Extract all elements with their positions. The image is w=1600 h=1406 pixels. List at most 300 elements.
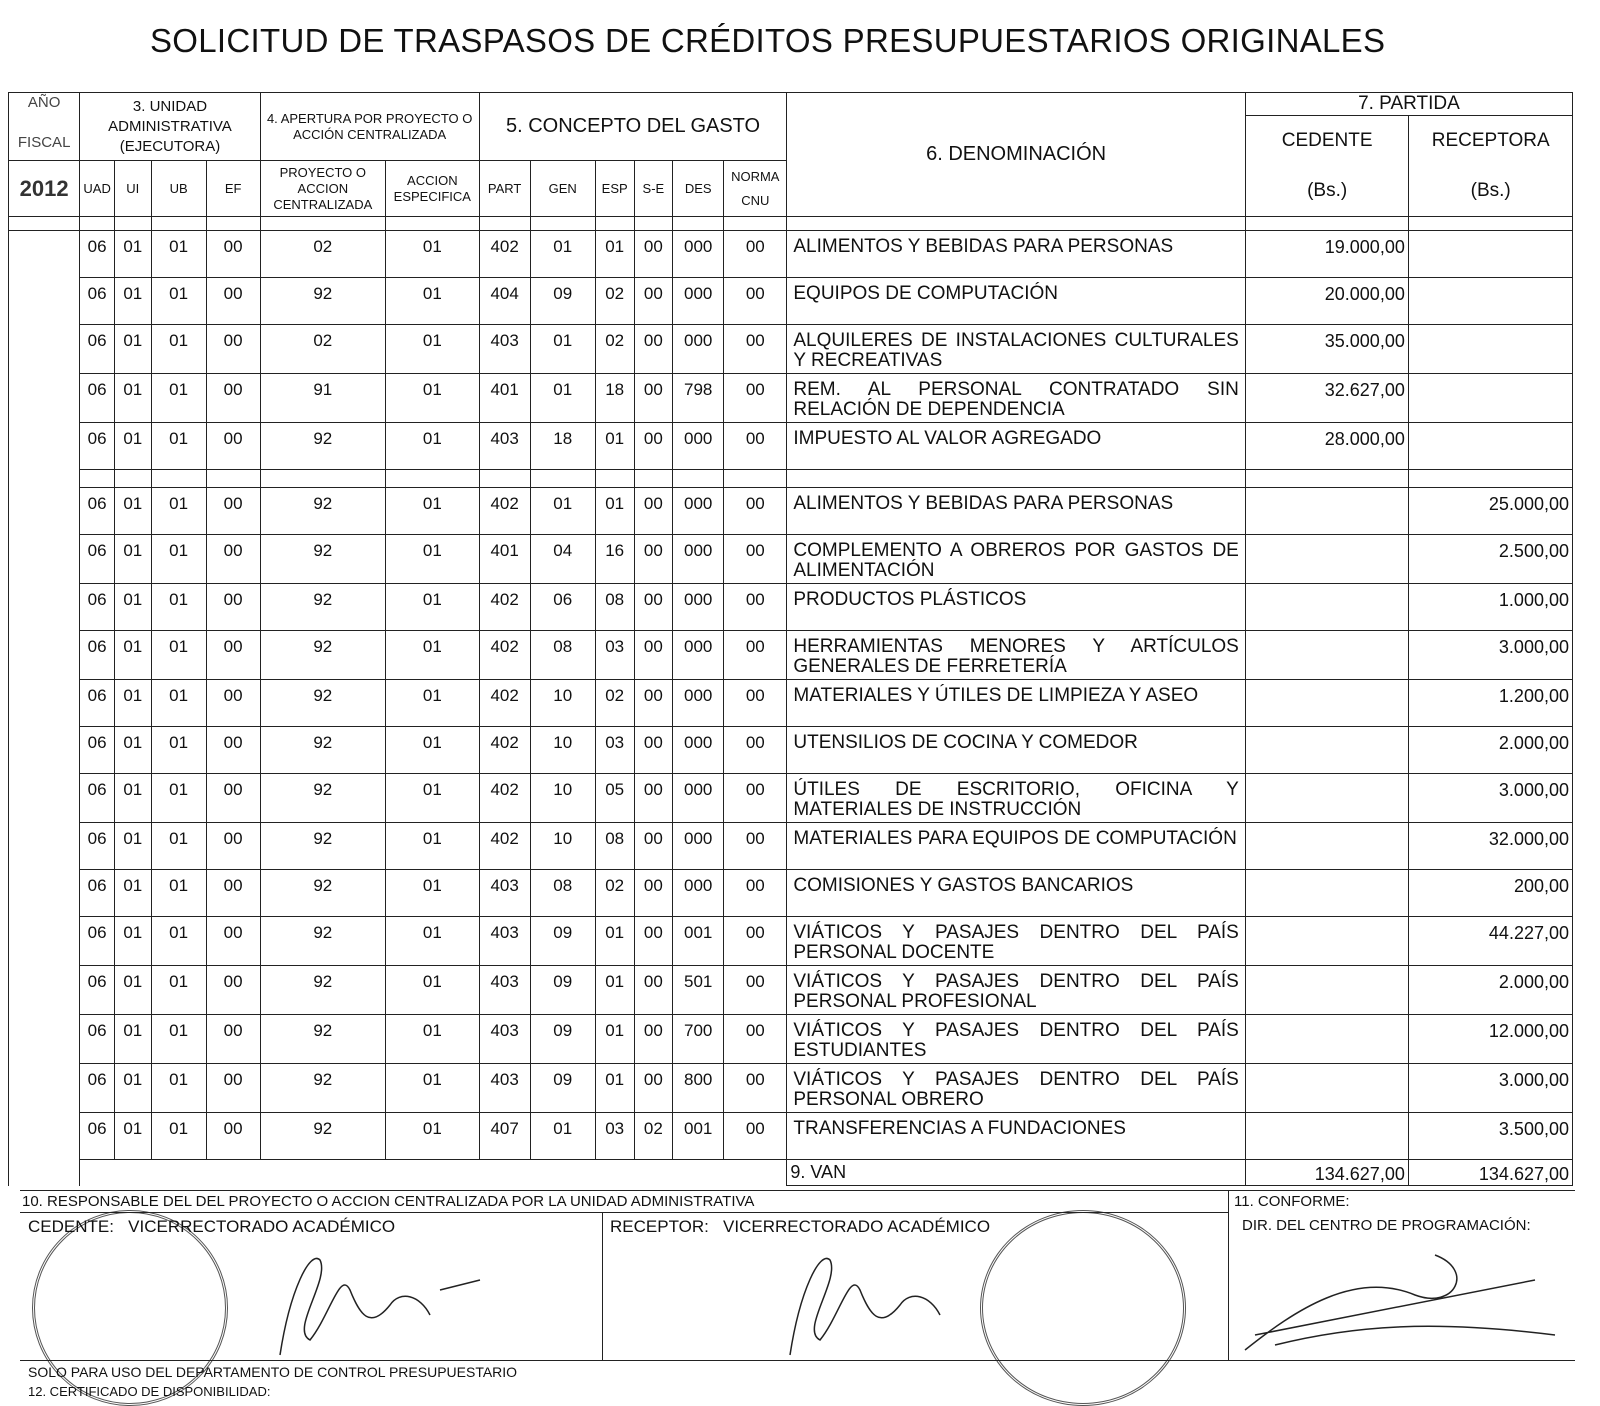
cell-des: 798	[673, 374, 724, 423]
cell-part: 403	[479, 423, 530, 470]
cell-ef: 00	[206, 278, 260, 325]
cell-part: 402	[479, 727, 530, 774]
cell-proyecto: 92	[260, 774, 385, 823]
cell-cedente	[1245, 1113, 1408, 1160]
col-ef: EF	[206, 161, 260, 217]
table-row	[9, 870, 1573, 917]
cell-part: 403	[479, 966, 530, 1015]
table-row	[9, 680, 1573, 727]
cell-accion: 01	[385, 231, 479, 278]
cell-accion: 01	[385, 423, 479, 470]
certificado-label: 12. CERTIFICADO DE DISPONIBILIDAD:	[28, 1384, 271, 1399]
cell-ui: 01	[114, 680, 151, 727]
cell-norma: 00	[724, 870, 787, 917]
cell-uad: 06	[80, 584, 115, 631]
cell-part: 402	[479, 774, 530, 823]
col-des: DES	[673, 161, 724, 217]
cell-ui: 01	[114, 584, 151, 631]
cell-gen: 01	[530, 1113, 595, 1160]
col-esp: ESP	[595, 161, 634, 217]
cell-uad: 06	[80, 231, 115, 278]
cell-des: 000	[673, 680, 724, 727]
cell-gen: 06	[530, 584, 595, 631]
cell-uad: 06	[80, 1015, 115, 1064]
cell-ui: 01	[114, 1113, 151, 1160]
cell-denominacion: ÚTILES DE ESCRITORIO, OFICINA Y MATERIALES DE INSTRUCCIÓN	[787, 774, 1245, 823]
col-gen: GEN	[530, 161, 595, 217]
cell-norma: 00	[724, 823, 787, 870]
cell-uad: 06	[80, 374, 115, 423]
cell-des: 000	[673, 423, 724, 470]
cell-des: 800	[673, 1064, 724, 1113]
table-row	[9, 1113, 1573, 1160]
cell-se: 00	[634, 584, 673, 631]
cell-gen: 01	[530, 231, 595, 278]
table-row	[9, 278, 1573, 325]
cell-accion: 01	[385, 870, 479, 917]
cell-receptora: 3.500,00	[1408, 1113, 1572, 1160]
table-row	[9, 917, 1573, 966]
cell-receptora	[1408, 278, 1572, 325]
cell-cedente	[1245, 680, 1408, 727]
cell-gen: 10	[530, 680, 595, 727]
cell-norma: 00	[724, 325, 787, 374]
cell-esp: 01	[595, 488, 634, 535]
cell-gen: 01	[530, 325, 595, 374]
cell-accion: 01	[385, 488, 479, 535]
table-row	[9, 966, 1573, 1015]
cell-norma: 00	[724, 278, 787, 325]
cell-ub: 01	[151, 823, 206, 870]
cell-cedente: 35.000,00	[1245, 325, 1408, 374]
cell-gen: 09	[530, 966, 595, 1015]
cell-part: 401	[479, 535, 530, 584]
cell-denominacion: COMPLEMENTO A OBREROS POR GASTOS DE ALIMENTACIÓN	[787, 535, 1245, 584]
cell-receptora: 12.000,00	[1408, 1015, 1572, 1064]
cell-uad: 06	[80, 966, 115, 1015]
cell-cedente	[1245, 584, 1408, 631]
receptora-header: RECEPTORA (Bs.)	[1431, 130, 1550, 201]
cell-ui: 01	[114, 1015, 151, 1064]
cell-des: 700	[673, 1015, 724, 1064]
cell-denominacion: PRODUCTOS PLÁSTICOS	[787, 584, 1245, 631]
cell-gen: 01	[530, 488, 595, 535]
cell-accion: 01	[385, 325, 479, 374]
cell-uad: 06	[80, 1113, 115, 1160]
cell-proyecto: 92	[260, 917, 385, 966]
table-row	[9, 325, 1573, 374]
cell-cedente	[1245, 727, 1408, 774]
cell-part: 407	[479, 1113, 530, 1160]
cell-se: 02	[634, 1113, 673, 1160]
cell-ef: 00	[206, 870, 260, 917]
receptor-label: RECEPTOR: VICERRECTORADO ACADÉMICO	[610, 1217, 991, 1236]
cell-norma: 00	[724, 535, 787, 584]
cell-se: 00	[634, 823, 673, 870]
cell-gen: 09	[530, 1064, 595, 1113]
cell-cedente	[1245, 1064, 1408, 1113]
cell-esp: 03	[595, 631, 634, 680]
cell-gen: 09	[530, 1015, 595, 1064]
cell-accion: 01	[385, 917, 479, 966]
cell-ef: 00	[206, 231, 260, 278]
cell-des: 000	[673, 231, 724, 278]
cell-proyecto: 92	[260, 535, 385, 584]
cell-ub: 01	[151, 1113, 206, 1160]
cell-esp: 08	[595, 823, 634, 870]
cell-part: 402	[479, 631, 530, 680]
col-part: PART	[479, 161, 530, 217]
cell-receptora: 2.500,00	[1408, 535, 1572, 584]
cell-ub: 01	[151, 727, 206, 774]
cell-norma: 00	[724, 1064, 787, 1113]
cell-part: 404	[479, 278, 530, 325]
cell-receptora: 32.000,00	[1408, 823, 1572, 870]
cell-part: 403	[479, 917, 530, 966]
cell-des: 000	[673, 823, 724, 870]
cell-des: 000	[673, 278, 724, 325]
cell-ui: 01	[114, 231, 151, 278]
control-presupuestario-label: SOLO PARA USO DEL DEPARTAMENTO DE CONTROL PRESUPUESTARIO	[28, 1364, 518, 1380]
cell-gen: 08	[530, 631, 595, 680]
table-row	[9, 1015, 1573, 1064]
cell-des: 000	[673, 325, 724, 374]
cell-esp: 02	[595, 870, 634, 917]
cell-ef: 00	[206, 488, 260, 535]
cell-proyecto: 92	[260, 823, 385, 870]
cell-proyecto: 92	[260, 1015, 385, 1064]
cell-esp: 01	[595, 1015, 634, 1064]
cell-ub: 01	[151, 631, 206, 680]
cell-cedente	[1245, 488, 1408, 535]
cell-proyecto: 92	[260, 1113, 385, 1160]
cell-receptora	[1408, 231, 1572, 278]
cell-gen: 18	[530, 423, 595, 470]
conforme-label: 11. CONFORME:	[1234, 1193, 1350, 1210]
cell-se: 00	[634, 278, 673, 325]
cell-denominacion: EQUIPOS DE COMPUTACIÓN	[787, 278, 1245, 325]
cell-norma: 00	[724, 631, 787, 680]
cell-gen: 10	[530, 774, 595, 823]
cell-denominacion: UTENSILIOS DE COCINA Y COMEDOR	[787, 727, 1245, 774]
cell-ub: 01	[151, 488, 206, 535]
table-row	[9, 231, 1573, 278]
cell-ub: 01	[151, 278, 206, 325]
cell-proyecto: 92	[260, 680, 385, 727]
cell-denominacion: VIÁTICOS Y PASAJES DENTRO DEL PAÍS PERSONAL DOCENTE	[787, 917, 1245, 966]
cell-proyecto: 92	[260, 278, 385, 325]
cell-des: 001	[673, 917, 724, 966]
cell-cedente: 20.000,00	[1245, 278, 1408, 325]
cell-ef: 00	[206, 1015, 260, 1064]
cell-ui: 01	[114, 823, 151, 870]
van-label: 9. VAN	[787, 1160, 1245, 1186]
cell-accion: 01	[385, 584, 479, 631]
cell-accion: 01	[385, 966, 479, 1015]
cell-uad: 06	[80, 823, 115, 870]
col-accion: ACCION ESPECIFICA	[385, 161, 479, 217]
cedente-header: CEDENTE (Bs.)	[1246, 116, 1410, 216]
signature-section	[20, 1190, 1575, 1402]
cell-accion: 01	[385, 1015, 479, 1064]
cell-esp: 08	[595, 584, 634, 631]
cell-ub: 01	[151, 535, 206, 584]
cell-ui: 01	[114, 278, 151, 325]
cell-des: 000	[673, 774, 724, 823]
cell-accion: 01	[385, 680, 479, 727]
cell-gen: 09	[530, 278, 595, 325]
cell-des: 000	[673, 488, 724, 535]
cell-uad: 06	[80, 325, 115, 374]
table-row	[9, 631, 1573, 680]
cell-des: 000	[673, 631, 724, 680]
cell-ub: 01	[151, 231, 206, 278]
cell-gen: 10	[530, 823, 595, 870]
cell-accion: 01	[385, 823, 479, 870]
cell-esp: 05	[595, 774, 634, 823]
cell-ub: 01	[151, 1015, 206, 1064]
cell-norma: 00	[724, 374, 787, 423]
cell-uad: 06	[80, 870, 115, 917]
cell-accion: 01	[385, 774, 479, 823]
cell-ui: 01	[114, 870, 151, 917]
university-seal-center	[980, 1210, 1186, 1406]
cell-part: 402	[479, 584, 530, 631]
cell-denominacion: HERRAMIENTAS MENORES Y ARTÍCULOS GENERALES DE FERRETERÍA	[787, 631, 1245, 680]
cell-se: 00	[634, 727, 673, 774]
cell-norma: 00	[724, 680, 787, 727]
cell-ef: 00	[206, 631, 260, 680]
cell-part: 403	[479, 325, 530, 374]
cell-proyecto: 92	[260, 488, 385, 535]
table-row	[9, 423, 1573, 470]
cell-des: 000	[673, 727, 724, 774]
cell-se: 00	[634, 535, 673, 584]
cell-denominacion: VIÁTICOS Y PASAJES DENTRO DEL PAÍS ESTUDIANTES	[787, 1015, 1245, 1064]
col-ui: UI	[114, 161, 151, 217]
cell-proyecto: 92	[260, 423, 385, 470]
cell-ui: 01	[114, 727, 151, 774]
table-row	[9, 823, 1573, 870]
cell-proyecto: 91	[260, 374, 385, 423]
cell-ub: 01	[151, 774, 206, 823]
cell-ef: 00	[206, 917, 260, 966]
cell-des: 001	[673, 1113, 724, 1160]
denominacion-header: 6. DENOMINACIÓN	[787, 93, 1245, 217]
cell-accion: 01	[385, 374, 479, 423]
cell-norma: 00	[724, 1113, 787, 1160]
cell-esp: 16	[595, 535, 634, 584]
cell-ui: 01	[114, 488, 151, 535]
cell-esp: 01	[595, 966, 634, 1015]
partida-header: 7. PARTIDA CEDENTE (Bs.) RECEPTORA (Bs.)	[1245, 93, 1572, 217]
cell-norma: 00	[724, 917, 787, 966]
cell-accion: 01	[385, 631, 479, 680]
cell-se: 00	[634, 774, 673, 823]
cell-norma: 00	[724, 423, 787, 470]
cell-ef: 00	[206, 535, 260, 584]
cell-denominacion: TRANSFERENCIAS A FUNDACIONES	[787, 1113, 1245, 1160]
cedente-label: CEDENTE: VICERRECTORADO ACADÉMICO	[28, 1217, 396, 1236]
cell-ef: 00	[206, 680, 260, 727]
cell-part: 402	[479, 488, 530, 535]
cell-norma: 00	[724, 727, 787, 774]
cell-proyecto: 92	[260, 870, 385, 917]
cell-esp: 02	[595, 325, 634, 374]
cell-part: 402	[479, 231, 530, 278]
cell-receptora: 3.000,00	[1408, 774, 1572, 823]
cell-des: 501	[673, 966, 724, 1015]
cell-se: 00	[634, 870, 673, 917]
cell-cedente	[1245, 1015, 1408, 1064]
page-title: SOLICITUD DE TRASPASOS DE CRÉDITOS PRESUPUESTARIOS ORIGINALES	[150, 22, 1386, 59]
cell-ef: 00	[206, 374, 260, 423]
cell-denominacion: IMPUESTO AL VALOR AGREGADO	[787, 423, 1245, 470]
form-body	[8, 92, 1573, 1402]
signature-cedente	[250, 1240, 490, 1358]
cell-norma: 00	[724, 584, 787, 631]
total-cedente: 134.627,00	[1245, 1160, 1408, 1186]
cell-accion: 01	[385, 727, 479, 774]
cell-se: 00	[634, 374, 673, 423]
transfer-table	[8, 92, 1573, 1186]
cell-receptora: 1.200,00	[1408, 680, 1572, 727]
cell-proyecto: 92	[260, 631, 385, 680]
cell-norma: 00	[724, 1015, 787, 1064]
cell-cedente	[1245, 535, 1408, 584]
cell-uad: 06	[80, 278, 115, 325]
cell-part: 403	[479, 870, 530, 917]
cell-ub: 01	[151, 374, 206, 423]
cell-gen: 08	[530, 870, 595, 917]
cell-denominacion: REM. AL PERSONAL CONTRATADO SIN RELACIÓN DE DEPENDENCIA	[787, 374, 1245, 423]
cell-ef: 00	[206, 325, 260, 374]
cell-denominacion: MATERIALES PARA EQUIPOS DE COMPUTACIÓN	[787, 823, 1245, 870]
anio-fiscal-header: AÑO FISCAL	[9, 93, 80, 161]
cell-ub: 01	[151, 966, 206, 1015]
cell-des: 000	[673, 584, 724, 631]
concepto-header: 5. CONCEPTO DEL GASTO	[479, 93, 787, 161]
cell-ef: 00	[206, 774, 260, 823]
cell-ef: 00	[206, 423, 260, 470]
dir-programacion-label: DIR. DEL CENTRO DE PROGRAMACIÓN:	[1242, 1217, 1531, 1234]
cell-norma: 00	[724, 231, 787, 278]
cell-ef: 00	[206, 584, 260, 631]
table-row	[9, 774, 1573, 823]
col-ub: UB	[151, 161, 206, 217]
col-se: S-E	[634, 161, 673, 217]
cell-ef: 00	[206, 1113, 260, 1160]
cell-gen: 04	[530, 535, 595, 584]
cell-esp: 18	[595, 374, 634, 423]
cell-part: 402	[479, 680, 530, 727]
cell-uad: 06	[80, 774, 115, 823]
cell-esp: 01	[595, 423, 634, 470]
cell-esp: 01	[595, 231, 634, 278]
cell-accion: 01	[385, 1064, 479, 1113]
cell-receptora: 3.000,00	[1408, 1064, 1572, 1113]
cell-uad: 06	[80, 917, 115, 966]
cell-ub: 01	[151, 325, 206, 374]
cell-part: 403	[479, 1064, 530, 1113]
cell-cedente	[1245, 774, 1408, 823]
cell-ui: 01	[114, 423, 151, 470]
cell-esp: 02	[595, 278, 634, 325]
cell-proyecto: 92	[260, 966, 385, 1015]
cell-cedente	[1245, 870, 1408, 917]
cell-proyecto: 02	[260, 325, 385, 374]
cell-receptora: 2.000,00	[1408, 727, 1572, 774]
col-proyecto: PROYECTO O ACCION CENTRALIZADA	[260, 161, 385, 217]
cell-cedente: 19.000,00	[1245, 231, 1408, 278]
cell-accion: 01	[385, 535, 479, 584]
cell-ef: 00	[206, 966, 260, 1015]
cell-esp: 01	[595, 917, 634, 966]
cell-cedente	[1245, 823, 1408, 870]
cell-se: 00	[634, 231, 673, 278]
cell-denominacion: COMISIONES Y GASTOS BANCARIOS	[787, 870, 1245, 917]
totals-row	[9, 1160, 1573, 1186]
cell-cedente: 32.627,00	[1245, 374, 1408, 423]
cell-ui: 01	[114, 774, 151, 823]
cell-des: 000	[673, 535, 724, 584]
cell-se: 00	[634, 423, 673, 470]
cell-norma: 00	[724, 966, 787, 1015]
cell-ui: 01	[114, 374, 151, 423]
cell-se: 00	[634, 917, 673, 966]
cell-se: 00	[634, 325, 673, 374]
table-row	[9, 535, 1573, 584]
cell-gen: 10	[530, 727, 595, 774]
cell-esp: 03	[595, 1113, 634, 1160]
cell-part: 401	[479, 374, 530, 423]
cell-uad: 06	[80, 535, 115, 584]
cell-ui: 01	[114, 631, 151, 680]
total-receptora: 134.627,00	[1408, 1160, 1572, 1186]
cell-denominacion: ALQUILERES DE INSTALACIONES CULTURALES Y RECREATIVAS	[787, 325, 1245, 374]
cell-ef: 00	[206, 727, 260, 774]
cell-accion: 01	[385, 278, 479, 325]
cell-uad: 06	[80, 488, 115, 535]
col-uad: UAD	[80, 161, 115, 217]
cell-proyecto: 92	[260, 1064, 385, 1113]
cell-ui: 01	[114, 1064, 151, 1113]
cell-esp: 03	[595, 727, 634, 774]
separator-row	[9, 470, 1573, 488]
cell-ui: 01	[114, 966, 151, 1015]
table-row	[9, 374, 1573, 423]
cell-esp: 01	[595, 1064, 634, 1113]
cell-ub: 01	[151, 423, 206, 470]
cell-cedente	[1245, 917, 1408, 966]
cell-receptora: 2.000,00	[1408, 966, 1572, 1015]
unidad-header: 3. UNIDAD ADMINISTRATIVA (EJECUTORA)	[80, 93, 260, 161]
cell-receptora	[1408, 423, 1572, 470]
table-row	[9, 1064, 1573, 1113]
cell-norma: 00	[724, 774, 787, 823]
cell-se: 00	[634, 488, 673, 535]
cell-denominacion: MATERIALES Y ÚTILES DE LIMPIEZA Y ASEO	[787, 680, 1245, 727]
cell-denominacion: ALIMENTOS Y BEBIDAS PARA PERSONAS	[787, 231, 1245, 278]
cell-receptora: 44.227,00	[1408, 917, 1572, 966]
cell-ef: 00	[206, 823, 260, 870]
cell-uad: 06	[80, 631, 115, 680]
cell-proyecto: 92	[260, 584, 385, 631]
cell-receptora: 1.000,00	[1408, 584, 1572, 631]
cell-ub: 01	[151, 917, 206, 966]
cell-uad: 06	[80, 423, 115, 470]
cell-accion: 01	[385, 1113, 479, 1160]
